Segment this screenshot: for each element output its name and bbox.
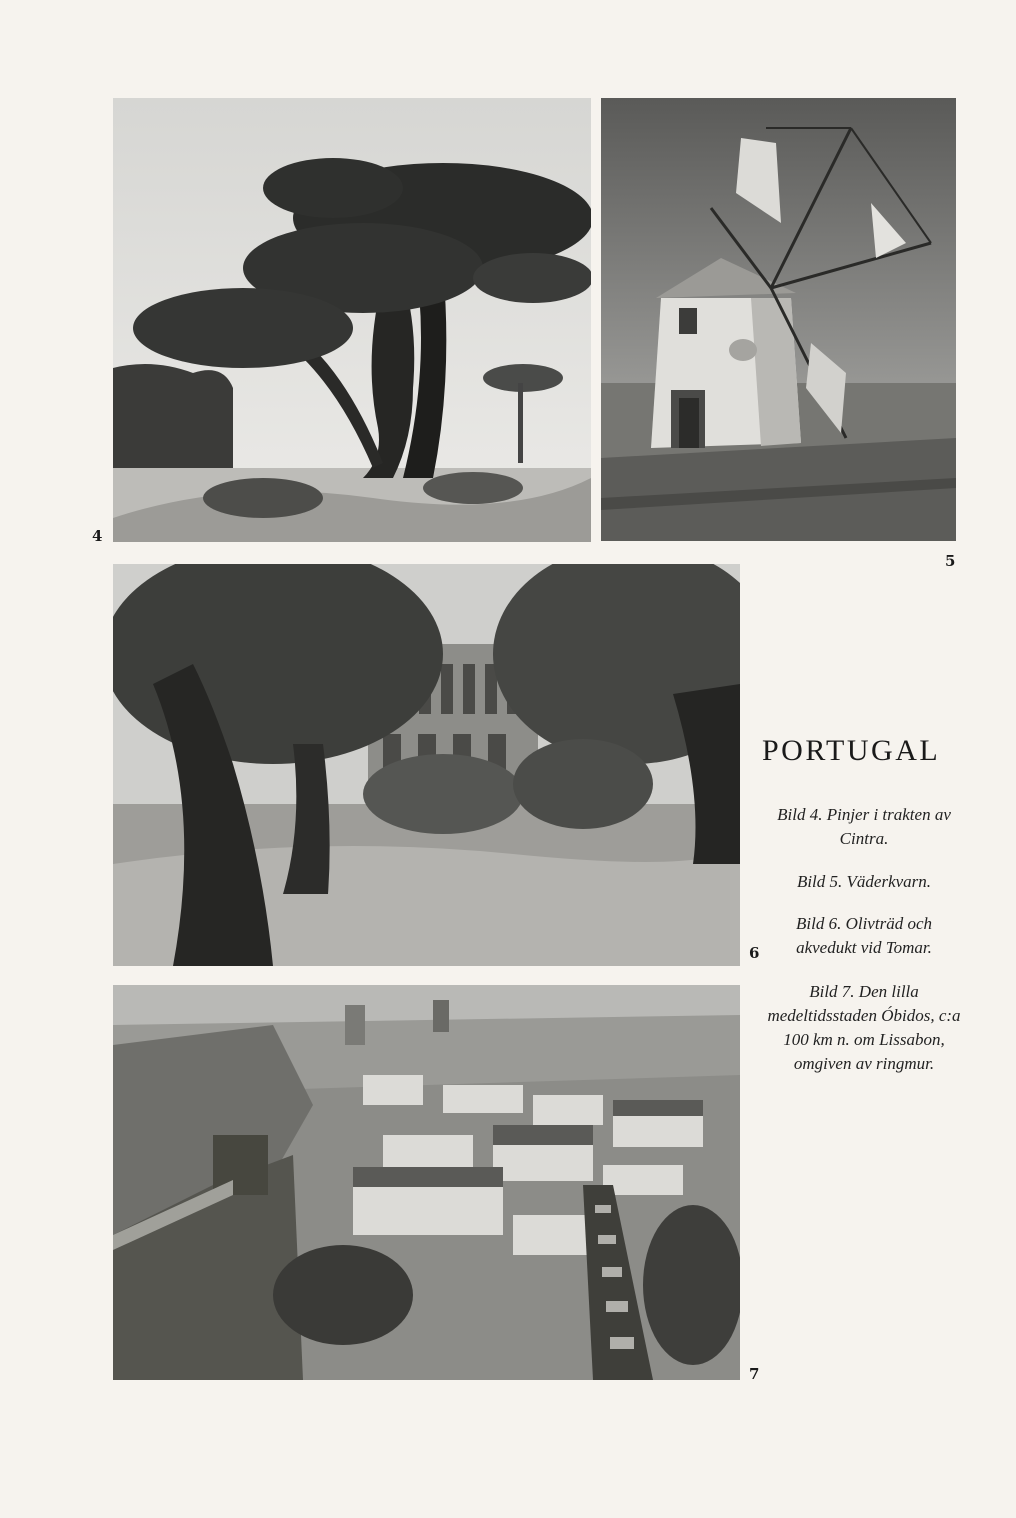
plate-number-7: 7: [749, 1365, 760, 1383]
windmill-photo: [601, 98, 956, 541]
obidos-town-photo: [113, 985, 740, 1380]
plate-number-5: 5: [945, 552, 956, 570]
caption-bild-4: Bild 4. Pinjer i trakten av Cintra.: [777, 805, 951, 848]
caption-bild-5: Bild 5. Väderkvarn.: [796, 872, 932, 891]
olive-trees-aqueduct-photo: [113, 564, 740, 966]
caption-bild-7: Bild 7. Den lilla medeltidsstaden Óbidos, c:a 100 km n. om Lissabon, omgiven av ringmur.: [767, 982, 961, 1073]
plate-number-6: 6: [749, 944, 760, 962]
caption-bild-6: Bild 6. Olivträd och akvedukt vid Tomar.: [796, 914, 932, 957]
plate-number-4: 4: [92, 527, 103, 545]
page-title: PORTUGAL: [762, 734, 941, 767]
pine-trees-photo: [113, 98, 591, 542]
